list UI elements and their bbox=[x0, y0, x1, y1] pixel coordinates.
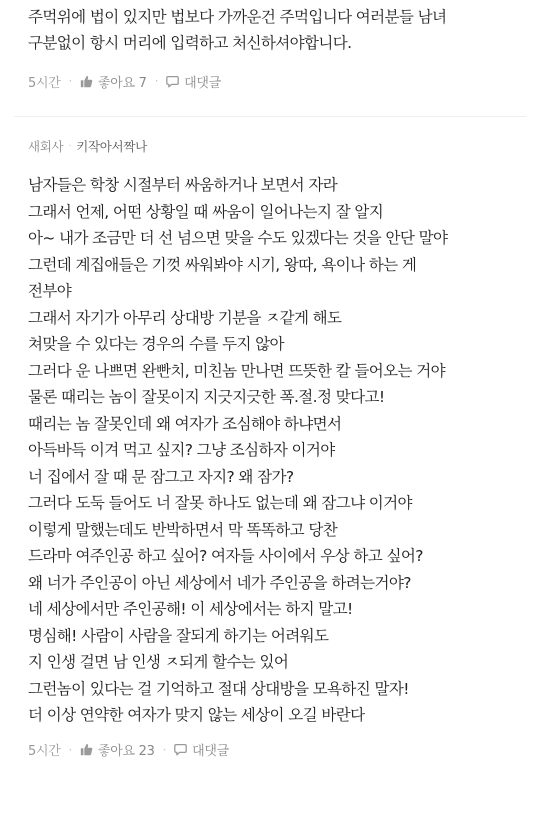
comment-line: 드라마 여주인공 하고 싶어? 여자들 사이에서 우상 하고 싶어? bbox=[28, 547, 423, 565]
thumbs-up-icon bbox=[80, 743, 93, 756]
comment-body bbox=[28, 4, 526, 56]
comment-nickname[interactable]: 키작아서짝나 bbox=[76, 139, 147, 154]
comment-line: 쳐맞을 수 있다는 경우의 수를 두지 않아 bbox=[28, 335, 284, 353]
like-count: 좋아요 23 bbox=[98, 744, 155, 759]
comment-line: 아득바득 이겨 먹고 싶지? 그냥 조심하자 이거야 bbox=[28, 441, 335, 459]
meta-separator: · bbox=[68, 74, 73, 88]
comment-line: 왜 너가 주인공이 아닌 세상에서 네가 주인공을 하려는거야? bbox=[28, 573, 411, 592]
meta-separator: · bbox=[68, 742, 73, 757]
like-button[interactable] bbox=[80, 740, 155, 759]
comment-line: 남자들은 학창 시절부터 싸움하거나 보면서 자라 bbox=[28, 176, 338, 194]
comment-time: 5시간 bbox=[28, 744, 61, 759]
meta-separator: · bbox=[162, 742, 167, 757]
comment-line: 그래서 언제, 어떤 상황일 때 싸움이 일어나는지 잘 알지 bbox=[28, 202, 384, 221]
comment-item bbox=[0, 0, 540, 93]
author-separator: · bbox=[68, 140, 72, 152]
comment-line: 그래서 자기가 아무리 상대방 기분을 ㅈ같게 해도 bbox=[28, 308, 342, 327]
comment-line: 물론 때리는 놈이 잘못이지 지긋지긋한 폭.절.정 맞다고! bbox=[28, 388, 385, 406]
comment-body bbox=[28, 172, 526, 729]
comment-line: 지 인생 걸면 남 인생 ㅈ되게 할수는 있어 bbox=[28, 653, 289, 671]
reply-label: 대댓글 bbox=[184, 75, 221, 91]
comment-line: 주먹위에 법이 있지만 법보다 가까운건 주먹입니다 여러분들 남녀 bbox=[28, 8, 447, 26]
speech-bubble-icon bbox=[174, 743, 187, 756]
thumbs-up-icon bbox=[80, 75, 93, 88]
comment-line: 이렇게 말했는데도 반박하면서 막 똑똑하고 당찬 bbox=[28, 520, 338, 539]
comment-line: 그런놈이 있다는 걸 기억하고 절대 상대방을 모욕하진 말자! bbox=[28, 679, 409, 698]
comment-time: 5시간 bbox=[28, 75, 61, 91]
comment-line: 아~ 내가 조금만 더 선 넘으면 맞을 수도 있겠다는 것을 안단 말야 bbox=[28, 229, 448, 247]
comment-line: 너 집에서 잘 때 문 잠그고 자지? 왜 잠가? bbox=[28, 467, 294, 486]
reply-button[interactable] bbox=[166, 72, 221, 91]
comment-author-row bbox=[28, 136, 526, 156]
comment-item bbox=[0, 117, 540, 762]
comment-line: 때리는 놈 잘못인데 왜 여자가 조심해야 하냐면서 bbox=[28, 414, 342, 433]
comment-meta bbox=[28, 738, 526, 762]
like-count: 좋아요 7 bbox=[98, 75, 147, 91]
comment-line: 그러다 운 나쁘면 완빤치, 미친놈 만나면 뜨뜻한 칼 들어오는 거야 bbox=[28, 361, 445, 380]
comment-line: 구분없이 항시 머리에 입력하고 처신하셔야합니다. bbox=[28, 34, 352, 52]
comment-line: 전부야 bbox=[28, 282, 72, 300]
speech-bubble-icon bbox=[166, 75, 179, 88]
comment-line: 그런데 계집애들은 기껏 싸워봐야 시기, 왕따, 욕이나 하는 게 bbox=[28, 255, 417, 274]
comment-meta bbox=[28, 69, 526, 93]
comment-line: 그러다 도둑 들어도 너 잘못 하나도 없는데 왜 잠그냐 이거야 bbox=[28, 494, 412, 512]
comment-line: 명심해! 사람이 사람을 잘되게 하기는 어려워도 bbox=[28, 626, 329, 645]
reply-label: 대댓글 bbox=[192, 744, 229, 759]
comment-line: 네 세상에서만 주인공해! 이 세상에서는 하지 말고! bbox=[28, 600, 353, 618]
like-button[interactable] bbox=[80, 72, 147, 91]
comment-line: 더 이상 연약한 여자가 맞지 않는 세상이 오길 바란다 bbox=[28, 706, 365, 724]
comment-author[interactable]: 새회사 bbox=[28, 139, 64, 154]
reply-button[interactable] bbox=[174, 740, 229, 759]
meta-separator: · bbox=[154, 74, 159, 88]
